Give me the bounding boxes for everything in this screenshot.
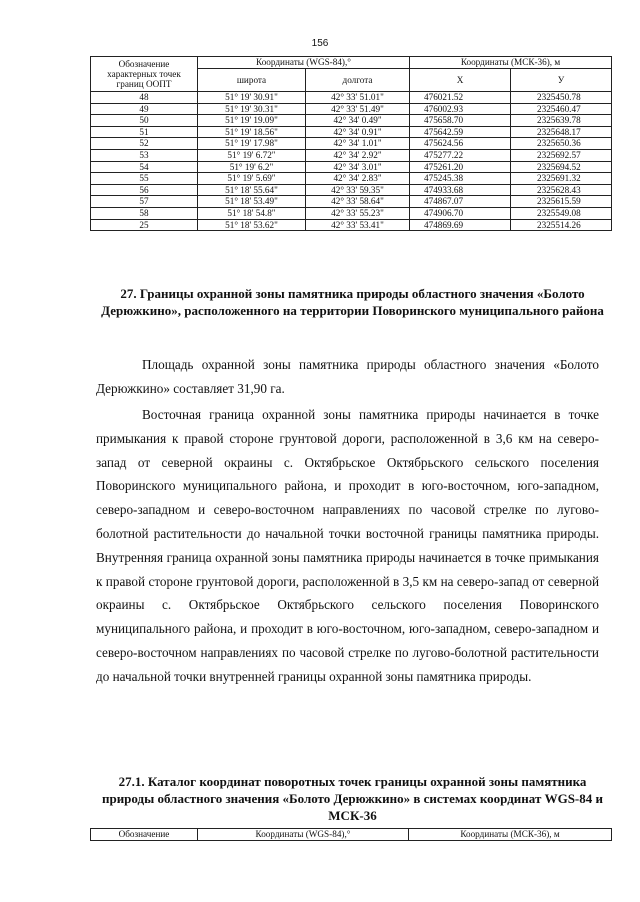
- cell-x-coordinate: 474869.69: [410, 219, 511, 231]
- table-row: [91, 115, 612, 127]
- page-number: 156: [311, 38, 329, 49]
- cell-x-coordinate: 476021.52: [410, 92, 511, 104]
- cell-y-coordinate: 2325650.36: [511, 138, 612, 150]
- cell-longitude: 42° 34' 0.49": [306, 115, 410, 127]
- cell-point-id: 25: [91, 219, 198, 231]
- table-row: [91, 196, 612, 208]
- table-row: [91, 149, 612, 161]
- cell-x-coordinate: 475261.20: [410, 161, 511, 173]
- cell-point-id: 55: [91, 173, 198, 185]
- table-row: [91, 219, 612, 231]
- table-row: [91, 173, 612, 185]
- cell-longitude: 42° 33' 55.23": [306, 207, 410, 219]
- cell-latitude: 51° 19' 17.98": [198, 138, 306, 150]
- cell-y-coordinate: 2325628.43: [511, 184, 612, 196]
- cell-latitude: 51° 19' 6.2": [198, 161, 306, 173]
- cell-y-coordinate: 2325450.78: [511, 92, 612, 104]
- cell-latitude: 51° 19' 19.09": [198, 115, 306, 127]
- paragraph-area: Площадь охранной зоны памятника природы областного значения «Болото Дерюжкино» составляет 31,90 га.: [96, 357, 599, 396]
- cell-longitude: 42° 33' 53.41": [306, 219, 410, 231]
- cell-point-id: 50: [91, 115, 198, 127]
- cell-y-coordinate: 2325694.52: [511, 161, 612, 173]
- coordinates-table-body: [91, 92, 612, 231]
- catalog-table-header: [90, 828, 612, 841]
- cell-x-coordinate: 476002.93: [410, 103, 511, 115]
- cell-longitude: 42° 34' 0.91": [306, 126, 410, 138]
- cell-latitude: 51° 19' 30.91": [198, 92, 306, 104]
- cell-point-id: 54: [91, 161, 198, 173]
- table-row: [91, 184, 612, 196]
- header-x: X: [410, 69, 511, 92]
- cell-longitude: 42° 34' 2.92": [306, 149, 410, 161]
- cell-y-coordinate: 2325460.47: [511, 103, 612, 115]
- cell-longitude: 42° 34' 2.83": [306, 173, 410, 185]
- cell-latitude: 51° 19' 30.31": [198, 103, 306, 115]
- cell-longitude: 42° 33' 51.01": [306, 92, 410, 104]
- cell-latitude: 51° 18' 53.49": [198, 196, 306, 208]
- cell-point-id: 53: [91, 149, 198, 161]
- cell-x-coordinate: 475642.59: [410, 126, 511, 138]
- cell-y-coordinate: 2325648.17: [511, 126, 612, 138]
- cell-longitude: 42° 33' 59.35": [306, 184, 410, 196]
- cell-latitude: 51° 19' 6.72": [198, 149, 306, 161]
- cell-point-id: 58: [91, 207, 198, 219]
- cell-longitude: 42° 34' 1.01": [306, 138, 410, 150]
- cell-latitude: 51° 19' 18.56": [198, 126, 306, 138]
- cell-x-coordinate: 474933.68: [410, 184, 511, 196]
- cell-point-id: 48: [91, 92, 198, 104]
- header-lon: долгота: [306, 69, 410, 92]
- cell-point-id: 52: [91, 138, 198, 150]
- cell-x-coordinate: 475277.22: [410, 149, 511, 161]
- cell-longitude: 42° 33' 58.64": [306, 196, 410, 208]
- cell-longitude: 42° 34' 3.01": [306, 161, 410, 173]
- table-row: [91, 103, 612, 115]
- coordinates-table: [90, 56, 612, 231]
- cell-latitude: 51° 18' 54.8": [198, 207, 306, 219]
- catalog-header-msk: Координаты (МСК-36), м: [409, 829, 612, 841]
- cell-y-coordinate: 2325691.32: [511, 173, 612, 185]
- cell-y-coordinate: 2325549.08: [511, 207, 612, 219]
- cell-x-coordinate: 474906.70: [410, 207, 511, 219]
- header-wgs-group: Координаты (WGS-84),°: [198, 57, 410, 69]
- table-row: [91, 207, 612, 219]
- cell-latitude: 51° 18' 55.64": [198, 184, 306, 196]
- cell-longitude: 42° 33' 51.49": [306, 103, 410, 115]
- header-y: У: [511, 69, 612, 92]
- header-lat: широта: [198, 69, 306, 92]
- cell-x-coordinate: 475658.70: [410, 115, 511, 127]
- header-designation: Обозначение характерных точек границ ООПТ: [91, 57, 198, 92]
- cell-x-coordinate: 475245.38: [410, 173, 511, 185]
- table-row: [91, 138, 612, 150]
- paragraph-boundary: Восточная граница охранной зоны памятника природы начинается в точке примыкания к правой стороне грунтовой дороги, расположенной в 3,6 км на северо-запад от северной окраины с. Октябрьское Октябрьского сельского поселения Поворинского муниципального района, и проходит в юго-восточном, юго-западном, северо-западном и северо-восточном направлениях по часовой стрелке по лугово-болотной растительности до начальной точки восточной границы памятника природы. Внутренняя граница охранной зоны памятника природы начинается в точке примыкания к правой стороне грунтовой дороги, расположенной в 3,5 км на северо-запад от северной окраины с. Октябрьское Октябрьского сельского поселения Поворинского муниципального района, и проходит в юго-восточном, юго-западном, северо-западном и северо-восточном направлениях по часовой стрелке по лугово-болотной растительности до начальной точки внутренней границы охранной зоны памятника природы.: [96, 407, 599, 684]
- table-row: [91, 161, 612, 173]
- cell-point-id: 49: [91, 103, 198, 115]
- cell-point-id: 56: [91, 184, 198, 196]
- cell-point-id: 57: [91, 196, 198, 208]
- cell-y-coordinate: 2325639.78: [511, 115, 612, 127]
- section-27-1-heading: 27.1. Каталог координат поворотных точек границы охранной зоны памятника природы областного значения «Болото Дерюжкино» в системах координат WGS-84 и МСК-36: [101, 774, 604, 823]
- table-row: [91, 92, 612, 104]
- cell-latitude: 51° 18' 53.62": [198, 219, 306, 231]
- table-row: [91, 126, 612, 138]
- cell-point-id: 51: [91, 126, 198, 138]
- cell-latitude: 51° 19' 5.69": [198, 173, 306, 185]
- section-27-heading: 27. Границы охранной зоны памятника природы областного значения «Болото Дерюжкино», расположенного на территории Поворинского муниципального района: [101, 286, 604, 318]
- cell-x-coordinate: 475624.56: [410, 138, 511, 150]
- catalog-header-designation: Обозначение: [91, 829, 198, 841]
- header-msk-group: Координаты (МСК-36), м: [410, 57, 612, 69]
- cell-y-coordinate: 2325615.59: [511, 196, 612, 208]
- cell-x-coordinate: 474867.07: [410, 196, 511, 208]
- cell-y-coordinate: 2325514.26: [511, 219, 612, 231]
- cell-y-coordinate: 2325692.57: [511, 149, 612, 161]
- catalog-header-wgs: Координаты (WGS-84),°: [198, 829, 409, 841]
